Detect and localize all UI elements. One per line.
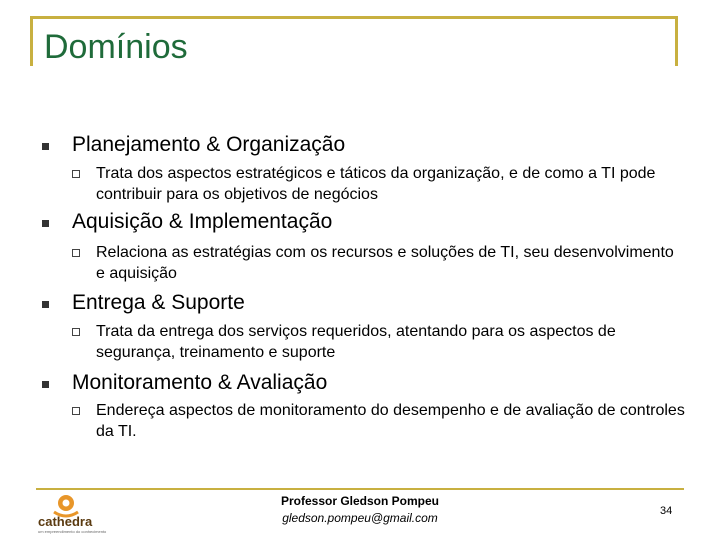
bullet-icon xyxy=(42,220,49,227)
left-border xyxy=(30,16,33,66)
item-detail-1: Trata dos aspectos estratégicos e táticos da organização, e de como a TI pode contribuir para os objetivos de negócios xyxy=(96,165,656,203)
bullet-icon xyxy=(42,143,49,150)
checkbox-bullet-icon xyxy=(72,170,80,178)
slide-title: Domínios xyxy=(44,28,188,66)
checkbox-bullet-icon xyxy=(72,407,80,415)
checkbox-bullet-icon xyxy=(72,249,80,257)
item-detail-3: Trata da entrega dos serviços requeridos, atentando para os aspectos de segurança, treinamento e suporte xyxy=(96,323,616,361)
item-heading-3: Entrega & Suporte xyxy=(72,291,245,314)
footer-email: gledson.pompeu@gmail.com xyxy=(282,511,438,525)
bullet-icon xyxy=(42,301,49,308)
item-heading-1: Planejamento & Organização xyxy=(72,133,346,156)
logo-tagline: um empreendimento do conhecimento xyxy=(38,529,107,534)
footer-divider xyxy=(36,488,684,490)
logo-text: cathedra xyxy=(38,514,93,529)
item-heading-4: Monitoramento & Avaliação xyxy=(72,371,328,394)
checkbox-bullet-icon xyxy=(72,328,80,336)
footer-author: Professor Gledson Pompeu xyxy=(280,494,440,508)
top-border xyxy=(30,16,678,19)
right-border xyxy=(675,16,678,66)
item-detail-4: Endereça aspectos de monitoramento do desempenho e de avaliação de controles da TI. xyxy=(96,402,685,440)
bullet-icon xyxy=(42,381,49,388)
page-number: 34 xyxy=(660,505,673,517)
item-heading-2: Aquisição & Implementação xyxy=(72,210,333,233)
item-detail-2: Relaciona as estratégias com os recursos e soluções de TI, seu desenvolvimento e aquisição xyxy=(96,244,674,282)
